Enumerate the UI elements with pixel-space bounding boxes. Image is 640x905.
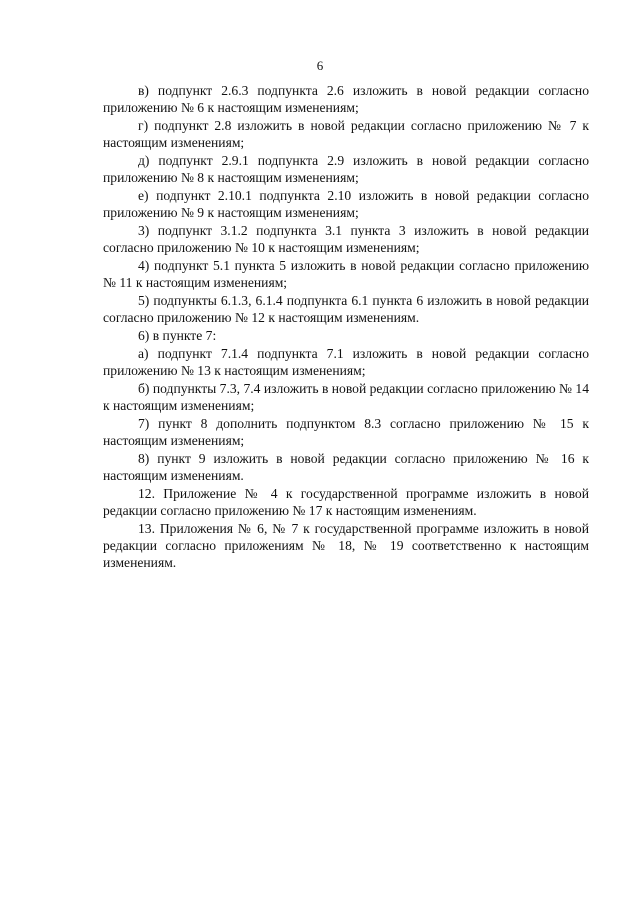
paragraph-6: 6) в пункте 7: — [138, 328, 217, 343]
paragraph-13: 13. Приложения № 6, № 7 к государственной программе изложить в новой редакции согласно приложениям № 18, № 19 соответственно к настоящим изменениям. — [103, 521, 589, 570]
paragraph-7: 7) пункт 8 дополнить подпунктом 8.3 согласно приложению № 15 к настоящим изменениям; — [103, 416, 589, 448]
paragraph-g: г) подпункт 2.8 изложить в новой редакции согласно приложению № 7 к настоящим изменениям; — [103, 118, 589, 150]
page-number: 6 — [316, 58, 324, 73]
paragraph-12: 12. Приложение № 4 к государственной программе изложить в новой редакции согласно приложению № 17 к настоящим изменениям. — [103, 486, 589, 518]
paragraph-4: 4) подпункт 5.1 пункта 5 изложить в новой редакции согласно приложению № 11 к настоящим изменениям; — [103, 258, 589, 290]
paragraph-3: 3) подпункт 3.1.2 подпункта 3.1 пункта 3 изложить в новой редакции согласно приложению № 10 к настоящим изменениям; — [103, 223, 589, 255]
paragraph-e: е) подпункт 2.10.1 подпункта 2.10 изложить в новой редакции согласно приложению № 9 к настоящим изменениям; — [103, 188, 589, 220]
paragraph-5: 5) подпункты 6.1.3, 6.1.4 подпункта 6.1 пункта 6 изложить в новой редакции согласно приложению № 12 к настоящим изменениям. — [103, 293, 589, 325]
paragraph-6b: б) подпункты 7.3, 7.4 изложить в новой редакции согласно приложению № 14 к настоящим изменениям; — [103, 381, 590, 413]
document-body — [103, 82, 589, 572]
paragraph-d: д) подпункт 2.9.1 подпункта 2.9 изложить в новой редакции согласно приложению № 8 к настоящим изменениям; — [103, 153, 589, 185]
paragraph-v: в) подпункт 2.6.3 подпункта 2.6 изложить в новой редакции согласно приложению № 6 к настоящим изменениям; — [103, 83, 589, 115]
paragraph-6a: а) подпункт 7.1.4 подпункта 7.1 изложить в новой редакции согласно приложению № 13 к настоящим изменениям; — [103, 346, 589, 378]
paragraph-8: 8) пункт 9 изложить в новой редакции согласно приложению № 16 к настоящим изменениям. — [103, 451, 589, 483]
